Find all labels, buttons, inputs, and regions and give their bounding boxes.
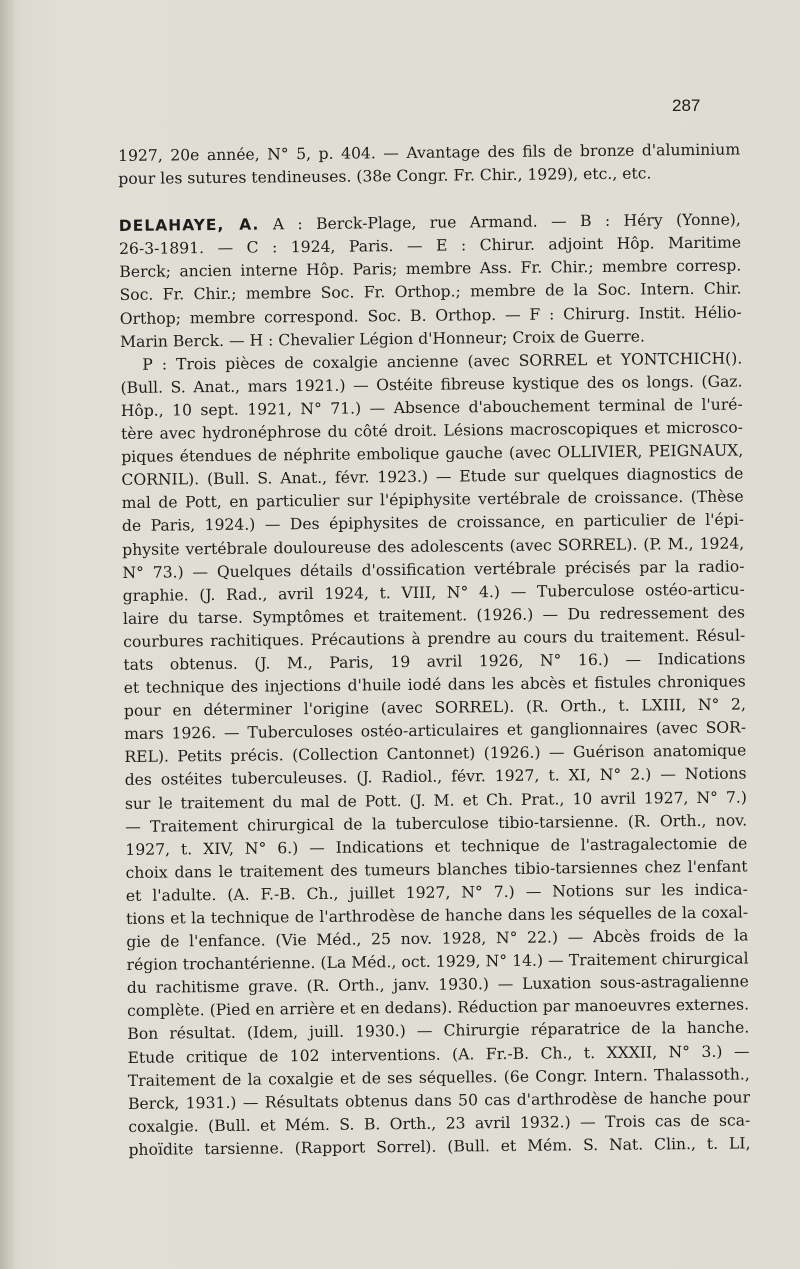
text-line: complète. (Pied en arrière et en dedans). Réduction par manoeuvres externes. xyxy=(126,995,750,1021)
text-line: pour en déterminer l'origine (avec SORREL). (R. Orth., t. LXIII, N° 2, xyxy=(123,695,746,721)
text-line: sur le traitement du mal de Pott. (J. M. et Ch. Prat., 10 avril 1927, N° 7.) xyxy=(124,787,747,813)
text-line: des ostéites tuberculeuses. (J. Radiol., févr. 1927, t. XI, N° 2.) — Notions xyxy=(124,764,747,790)
text-line: région trochantérienne. (La Méd., oct. 1929, N° 14.) — Traitement chirurgical xyxy=(126,949,749,975)
text-line: physite vertébrale douloureuse des adolescents (avec SORREL). (P. M., 1924, xyxy=(122,533,745,559)
page-gutter-shadow xyxy=(0,0,14,1269)
text-line: CORNIL). (Bull. S. Anat., févr. 1923.) — Etude sur quelques diagnostics de xyxy=(121,464,744,490)
text-line: graphie. (J. Rad., avril 1924, t. VIII, N° 4.) — Tuberculose ostéo-articu- xyxy=(122,580,745,605)
text-line: courbures rachitiques. Précautions à prendre au cours du traitement. Résul- xyxy=(123,626,746,651)
text-line: P : Trois pièces de coxalgie ancienne (avec SORREL et YONTCHICH(). xyxy=(142,349,743,374)
text-line: Etude critique de 102 interventions. (A. Fr.-B. Ch., t. XXXII, N° 3.) — xyxy=(127,1041,750,1067)
text-line: A : Berck-Plage, rue Armand. — B : Héry (Yonne), xyxy=(272,210,741,234)
text-line: du rachitisme grave. (R. Orth., janv. 1930.) — Luxation sous-astragalienne xyxy=(126,972,749,998)
text-line: Soc. Fr. Chir.; membre Soc. Fr. Orthop.; membre de la Soc. Intern. Chir. xyxy=(119,279,742,305)
text-line: et l'adulte. (A. F.-B. Ch., juillet 1927, N° 7.) — Notions sur les indica- xyxy=(125,880,748,905)
text-line: REL). Petits précis. (Collection Cantonnet) (1926.) — Guérison anatomique xyxy=(124,741,747,767)
text-line: Berck; ancien interne Hôp. Paris; membre Ass. Fr. Chir.; membre corresp. xyxy=(119,256,742,282)
text-line: (Bull. S. Anat., mars 1921.) — Ostéite fibreuse kystique des os longs. (Gaz. xyxy=(120,372,743,397)
entry-author: DELAHAYE, A. xyxy=(118,215,260,236)
text-line: Traitement de la coxalgie et de ses séquelles. (6e Congr. Intern. Thalassoth., xyxy=(127,1065,750,1090)
text-line: 26-3-1891. — C : 1924, Paris. — E : Chirur. adjoint Hôp. Maritime xyxy=(118,233,742,259)
text-line: pour les sutures tendineuses. (38e Congr. Fr. Chir., 1929), etc., etc. xyxy=(118,164,652,189)
text-line: piques étendues de néphrite embolique gauche (avec OLLIVIER, PEIGNAUX, xyxy=(121,441,744,467)
text-line: tère avec hydronéphrose du côté droit. Lésions macroscopiques et microsco- xyxy=(120,418,744,444)
text-line: Hôp., 10 sept. 1921, N° 71.) — Absence d'abouchement terminal de l'uré- xyxy=(120,395,743,420)
text-line: tats obtenus. (J. M., Paris, 19 avril 1926, N° 16.) — Indications xyxy=(123,649,746,674)
text-line: — Traitement chirurgical de la tuberculose tibio-tarsienne. (R. Orth., nov. xyxy=(125,811,748,836)
text-line: tions et la technique de l'arthrodèse de hanche dans les séquelles de la coxal- xyxy=(126,903,749,928)
page-number: 287 xyxy=(672,96,701,115)
text-line: laire du tarse. Symptômes et traitement. (1926.) — Du redressement des xyxy=(122,603,746,628)
text-line: 1927, t. XIV, N° 6.) — Indications et technique de l'astragalectomie de xyxy=(125,834,748,859)
text-line: Orthop; membre correspond. Soc. B. Orthop. — F : Chirurg. Instit. Hélio- xyxy=(119,303,742,328)
text-line: N° 73.) — Quelques détails d'ossification vertébrale précisés par la radio- xyxy=(122,557,745,582)
text-line: Marin Berck. — H : Chevalier Légion d'Honneur; Croix de Guerre. xyxy=(119,327,646,351)
text-line: de Paris, 1924.) — Des épiphysites de croissance, en particulier de l'épi- xyxy=(121,510,745,536)
text-line: Berck, 1931.) — Résultats obtenus dans 50 cas d'arthrodèse de hanche pour xyxy=(127,1088,751,1113)
text-block xyxy=(118,138,751,1185)
text-line: choix dans le traitement des tumeurs blanches tibio-tarsiennes chez l'enfant xyxy=(125,857,748,882)
text-line: gie de l'enfance. (Vie Méd., 25 nov. 1928, N° 22.) — Abcès froids de la xyxy=(126,926,749,952)
text-line: phoïdite tarsienne. (Rapport Sorrel). (Bull. et Mém. S. Nat. Clin., t. LI, xyxy=(128,1134,751,1159)
text-line: mars 1926. — Tuberculoses ostéo-articulaires et ganglionnaires (avec SOR- xyxy=(124,718,747,744)
text-line: coxalgie. (Bull. et Mém. S. B. Orth., 23 avril 1932.) — Trois cas de sca- xyxy=(128,1111,751,1136)
text-line: Bon résultat. (Idem, juill. 1930.) — Chirurgie réparatrice de la hanche. xyxy=(127,1018,750,1044)
text-line: et technique des injections d'huile iodé dans les abcès et fistules chroniques xyxy=(123,672,746,698)
text-line: mal de Pott, en particulier sur l'épiphysite vertébrale de croissance. (Thèse xyxy=(121,487,744,513)
text-line: 1927, 20e année, N° 5, p. 404. — Avantage des fils de bronze d'aluminium xyxy=(118,140,741,165)
